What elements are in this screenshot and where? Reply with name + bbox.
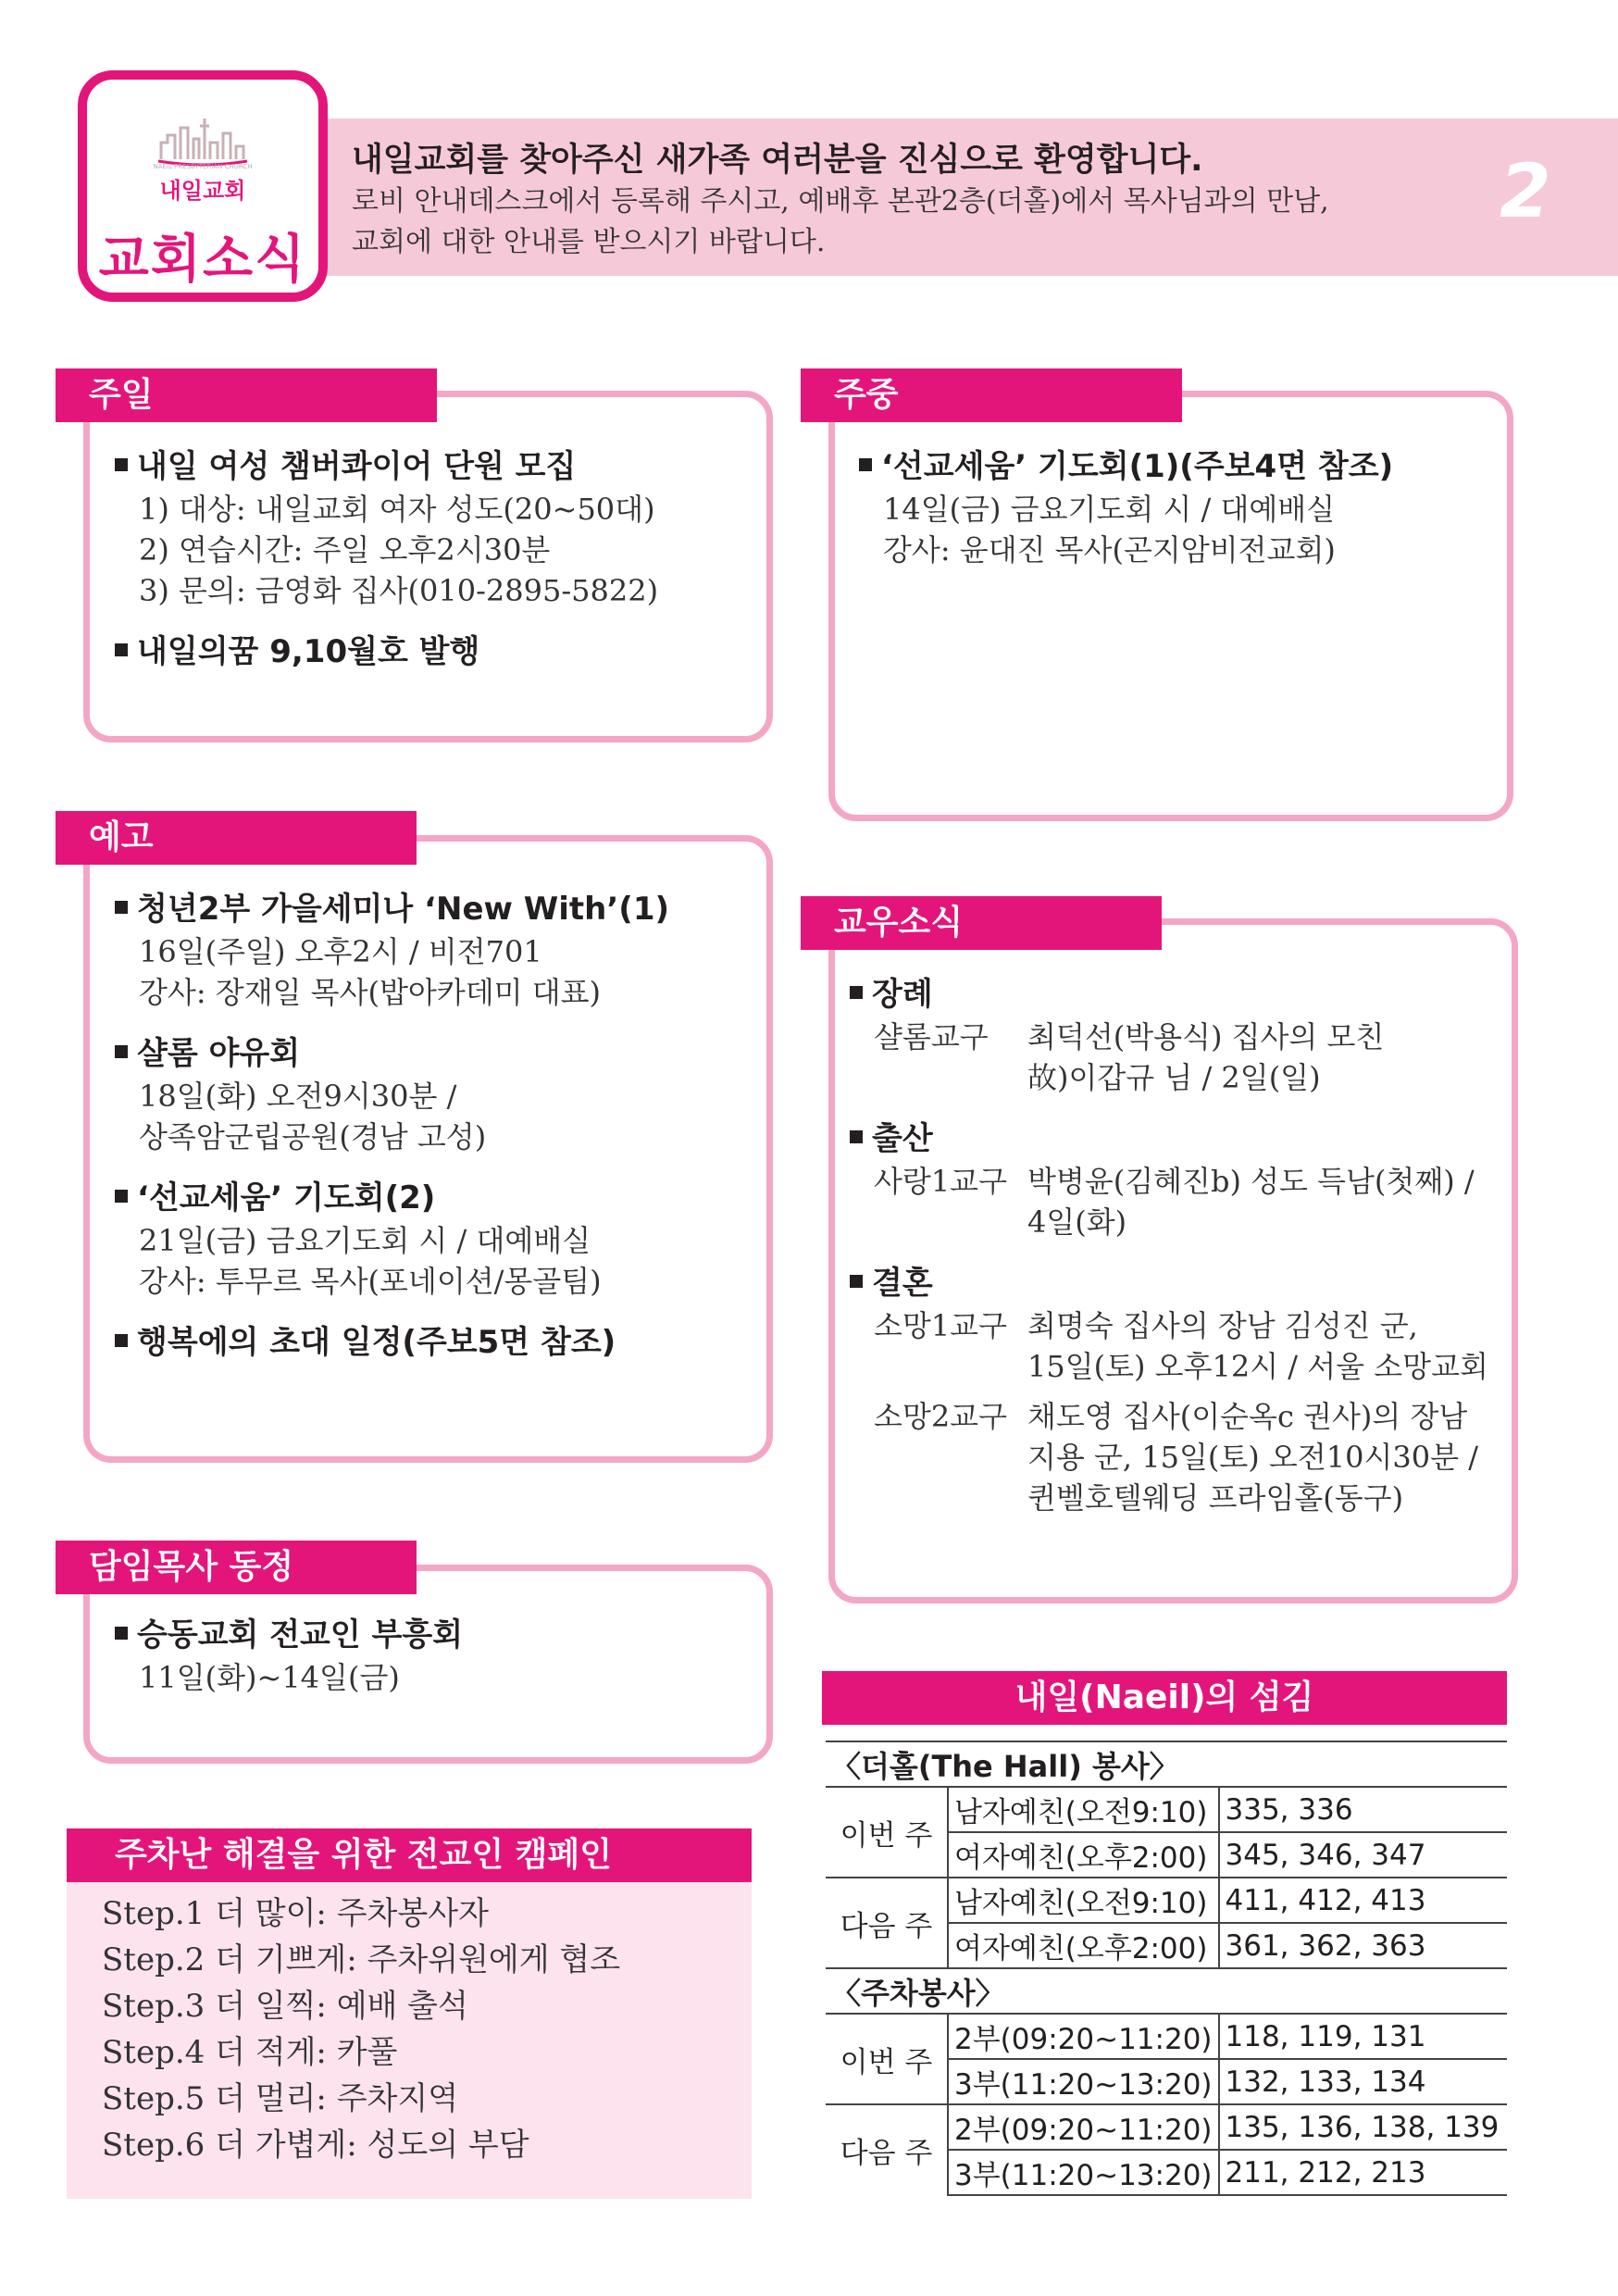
church-logo-icon	[156, 115, 249, 167]
funeral-title: 장례	[850, 972, 1516, 1017]
notice-item-1-line: 강사: 장재일 목사(밥아카데미 대표)	[139, 975, 602, 1010]
notice-item-1-title: 청년2부 가을세미나 ‘New With’(1)	[115, 887, 763, 931]
sunday-item-1-title: 내일 여성 챔버콰이어 단원 모집	[115, 444, 763, 489]
bullet-icon	[850, 1130, 863, 1143]
bullet-icon	[115, 1627, 128, 1640]
entry-line: 故)이갑규 님 / 2일(일)	[1027, 1060, 1321, 1095]
service-table	[826, 1741, 1507, 2196]
welcome-line-1: 내일교회를 찾아주신 새가족 여러분을 진심으로 환영합니다.	[352, 142, 1203, 179]
table-row	[826, 2014, 1507, 2059]
campaign-steps	[102, 1890, 620, 2168]
wedding-entry-1	[850, 1305, 1516, 1387]
numbers-cell: 335, 336	[1219, 1787, 1507, 1832]
table-row	[826, 1787, 1507, 1832]
campaign-step: Step.5 더 멀리: 주차지역	[102, 2080, 459, 2117]
notice-item-4-title: 행복에의 초대 일정(주보5면 참조)	[115, 1320, 763, 1365]
notice-content	[115, 887, 763, 1365]
entry-line: 최명숙 집사의 장남 김성진 군,	[1027, 1308, 1418, 1343]
weekday-item-1-line: 강사: 윤대진 목사(곤지암비전교회)	[883, 532, 1336, 568]
entry-line: 최덕선(박용식) 집사의 모친	[1027, 1019, 1385, 1054]
notice-item-2-title: 샬롬 야유회	[115, 1031, 763, 1076]
district-label: 소망2교구	[874, 1399, 1008, 1434]
table-row	[826, 2104, 1507, 2150]
group-cell: 3부(11:20~13:20)	[948, 2150, 1219, 2195]
week-label: 다음 주	[826, 2104, 948, 2195]
campaign-step: Step.4 더 적게: 카풀	[102, 2034, 398, 2071]
table-row	[826, 1741, 1507, 1787]
group-cell: 2부(09:20~11:20)	[948, 2014, 1219, 2059]
table-row	[826, 1878, 1507, 1923]
page-number: 2	[1500, 148, 1551, 234]
entry-line: 박병윤(김혜진b) 성도 득남(첫째) /	[1027, 1164, 1475, 1199]
week-label: 이번 주	[826, 2014, 948, 2104]
campaign-step: Step.6 더 가볍게: 성도의 부담	[102, 2127, 529, 2164]
page-title: 교회소식	[98, 230, 307, 290]
notice-item-3-title: ‘선교세움’ 기도회(2)	[115, 1176, 763, 1220]
sunday-item-1-line: 1) 대상: 내일교회 여자 성도(20~50대)	[139, 492, 655, 527]
numbers-cell: 118, 119, 131	[1219, 2014, 1507, 2059]
bullet-icon	[115, 1190, 128, 1203]
district-label: 샬롬교구	[874, 1019, 989, 1054]
week-label: 이번 주	[826, 1787, 948, 1878]
weekday-item-1-line: 14일(금) 금요기도회 시 / 대예배실	[883, 492, 1336, 527]
wedding-title: 결혼	[850, 1261, 1516, 1305]
bullet-icon	[115, 1045, 128, 1058]
campaign-title: 주차난 해결을 위한 전교인 캠페인	[67, 1828, 752, 1882]
weekday-item-1-title: ‘선교세움’ 기도회(1)(주보4면 참조)	[859, 444, 1507, 489]
welcome-text	[352, 139, 1462, 263]
group-cell: 여자예친(오후2:00)	[948, 1832, 1219, 1878]
group-cell: 3부(11:20~13:20)	[948, 2059, 1219, 2104]
notice-item-3-line: 강사: 투무르 목사(포네이션/몽골팀)	[139, 1264, 602, 1299]
district-label: 소망1교구	[874, 1308, 1008, 1343]
entry-line: 15일(토) 오후12시 / 서울 소망교회	[1027, 1349, 1488, 1384]
notice-item-3-line: 21일(금) 금요기도회 시 / 대예배실	[139, 1223, 591, 1258]
bullet-icon	[115, 643, 128, 656]
logo-subtitle: NAEIL PRESBYTERIAN CHURCH	[153, 163, 253, 170]
notice-tab: 예고	[56, 811, 417, 865]
weekday-content	[859, 444, 1507, 570]
welcome-line-3: 교회에 대한 안내를 받으시기 바랍니다.	[352, 226, 826, 258]
funeral-entry	[850, 1017, 1516, 1098]
sunday-content	[115, 444, 763, 674]
pastor-item-1-title: 승동교회 전교인 부흥회	[115, 1613, 763, 1657]
birth-entry	[850, 1161, 1516, 1242]
logo-box	[78, 70, 328, 302]
numbers-cell: 411, 412, 413	[1219, 1878, 1507, 1923]
entry-line: 지용 군, 15일(토) 오전10시30분 /	[1027, 1440, 1478, 1475]
district-label: 사랑1교구	[874, 1164, 1008, 1199]
numbers-cell: 345, 346, 347	[1219, 1832, 1507, 1878]
numbers-cell: 211, 212, 213	[1219, 2150, 1507, 2195]
welcome-line-2: 로비 안내데스크에서 등록해 주시고, 예배후 본관2층(더홀)에서 목사님과의 만남,	[352, 185, 1329, 218]
notice-item-2-line: 18일(화) 오전9시30분 /	[139, 1079, 457, 1114]
pastor-tab: 담임목사 동정	[56, 1541, 417, 1594]
pastor-item-1-line: 11일(화)~14일(금)	[139, 1660, 400, 1695]
notice-item-1-line: 16일(주일) 오후2시 / 비전701	[139, 934, 542, 969]
sunday-item-1-line: 3) 문의: 금영화 집사(010-2895-5822)	[139, 573, 659, 608]
numbers-cell: 132, 133, 134	[1219, 2059, 1507, 2104]
entry-line: 채도영 집사(이순옥c 권사)의 장남	[1027, 1399, 1468, 1434]
campaign-step: Step.1 더 많이: 주차봉사자	[102, 1895, 489, 1932]
weekday-tab: 주중	[801, 368, 1182, 422]
birth-title: 출산	[850, 1117, 1516, 1161]
numbers-cell: 135, 136, 138, 139	[1219, 2104, 1507, 2150]
member-news-tab: 교우소식	[801, 896, 1162, 950]
sunday-tab: 주일	[56, 368, 437, 422]
bullet-icon	[850, 986, 863, 999]
bullet-icon	[859, 458, 872, 471]
campaign-step: Step.2 더 기쁘게: 주차위원에게 협조	[102, 1941, 621, 1978]
group-cell: 여자예친(오후2:00)	[948, 1923, 1219, 1968]
parking-section-title: 〈주차봉사〉	[826, 1968, 1507, 2014]
bullet-icon	[850, 1275, 863, 1288]
sunday-item-2-title: 내일의꿈 9,10월호 발행	[115, 630, 763, 674]
hall-section-title: 〈더홀(The Hall) 봉사〉	[826, 1741, 1507, 1787]
bullet-icon	[115, 1334, 128, 1347]
campaign-step: Step.3 더 일찍: 예배 출석	[102, 1988, 468, 2025]
bullet-icon	[115, 901, 128, 914]
service-title: 내일(Naeil)의 섬김	[822, 1671, 1507, 1725]
wedding-entry-2	[850, 1396, 1516, 1518]
entry-line: 4일(화)	[1027, 1204, 1127, 1240]
week-label: 다음 주	[826, 1878, 948, 1968]
group-cell: 남자예친(오전9:10)	[948, 1878, 1219, 1923]
group-cell: 2부(09:20~11:20)	[948, 2104, 1219, 2150]
notice-item-2-line: 상족암군립공원(경남 고성)	[139, 1119, 487, 1154]
sunday-item-1-line: 2) 연습시간: 주일 오후2시30분	[139, 532, 551, 568]
member-news-content	[850, 972, 1516, 1518]
numbers-cell: 361, 362, 363	[1219, 1923, 1507, 1968]
entry-line: 퀸벨호텔웨딩 프라임홀(동구)	[1027, 1480, 1404, 1516]
table-row	[826, 1968, 1507, 2014]
bullet-icon	[115, 458, 128, 471]
pastor-content	[115, 1613, 763, 1698]
logo-name: 내일교회	[159, 178, 246, 204]
group-cell: 남자예친(오전9:10)	[948, 1787, 1219, 1832]
